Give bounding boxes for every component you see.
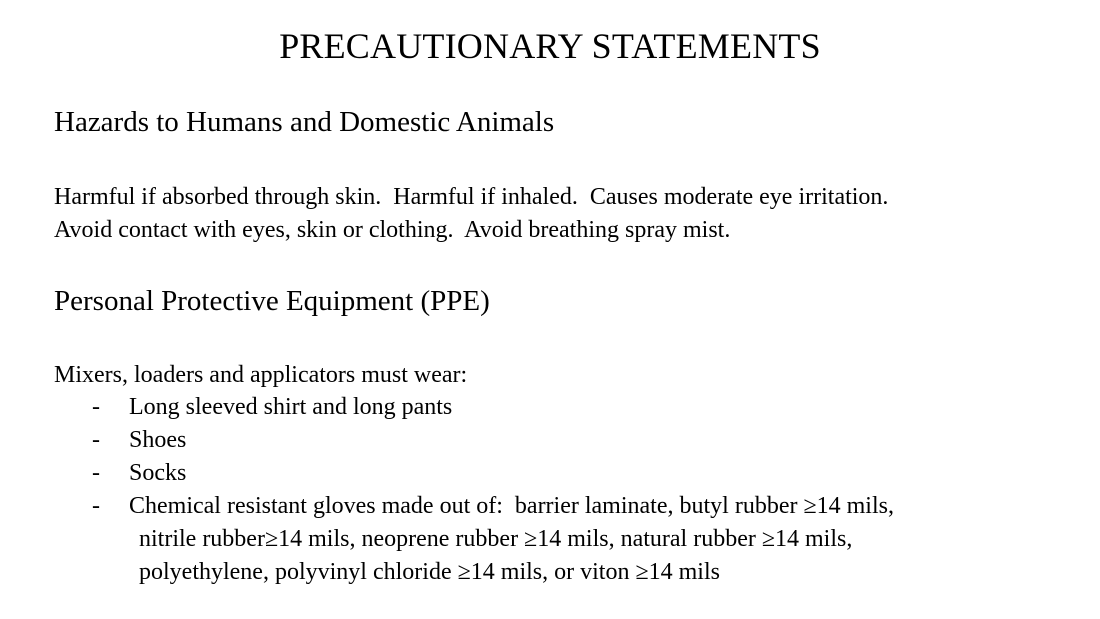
ppe-heading: Personal Protective Equipment (PPE) xyxy=(54,285,490,317)
ppe-list xyxy=(92,391,894,589)
gloves-line-3: polyethylene, polyvinyl chloride ≥14 mils, or viton ≥14 mils xyxy=(139,559,720,585)
bullet-dash: - xyxy=(92,427,100,453)
gloves-line-1: Chemical resistant gloves made out of: barrier laminate, butyl rubber ≥14 mils, xyxy=(129,493,894,519)
bullet-dash: - xyxy=(92,460,100,486)
ppe-item-socks xyxy=(92,457,894,490)
ppe-item-label: Shoes xyxy=(129,427,187,453)
gloves-line-2: nitrile rubber≥14 mils, neoprene rubber ≥14 mils, natural rubber ≥14 mils, xyxy=(139,526,853,552)
hazards-paragraph xyxy=(54,181,888,247)
ppe-item-label: Long sleeved shirt and long pants xyxy=(129,394,453,420)
ppe-item-gloves xyxy=(92,490,894,589)
page-title: PRECAUTIONARY STATEMENTS xyxy=(279,26,821,66)
ppe-item-shirt-pants xyxy=(92,391,894,424)
ppe-item-label: Socks xyxy=(129,460,187,486)
hazards-line-1: Harmful if absorbed through skin. Harmful if inhaled. Causes moderate eye irritation. xyxy=(54,184,889,210)
hazards-heading: Hazards to Humans and Domestic Animals xyxy=(54,106,555,138)
bullet-dash: - xyxy=(92,493,100,519)
ppe-item-shoes xyxy=(92,424,894,457)
bullet-dash: - xyxy=(92,394,100,420)
ppe-intro: Mixers, loaders and applicators must wear: xyxy=(54,362,468,388)
hazards-line-2: Avoid contact with eyes, skin or clothing. Avoid breathing spray mist. xyxy=(54,217,731,243)
